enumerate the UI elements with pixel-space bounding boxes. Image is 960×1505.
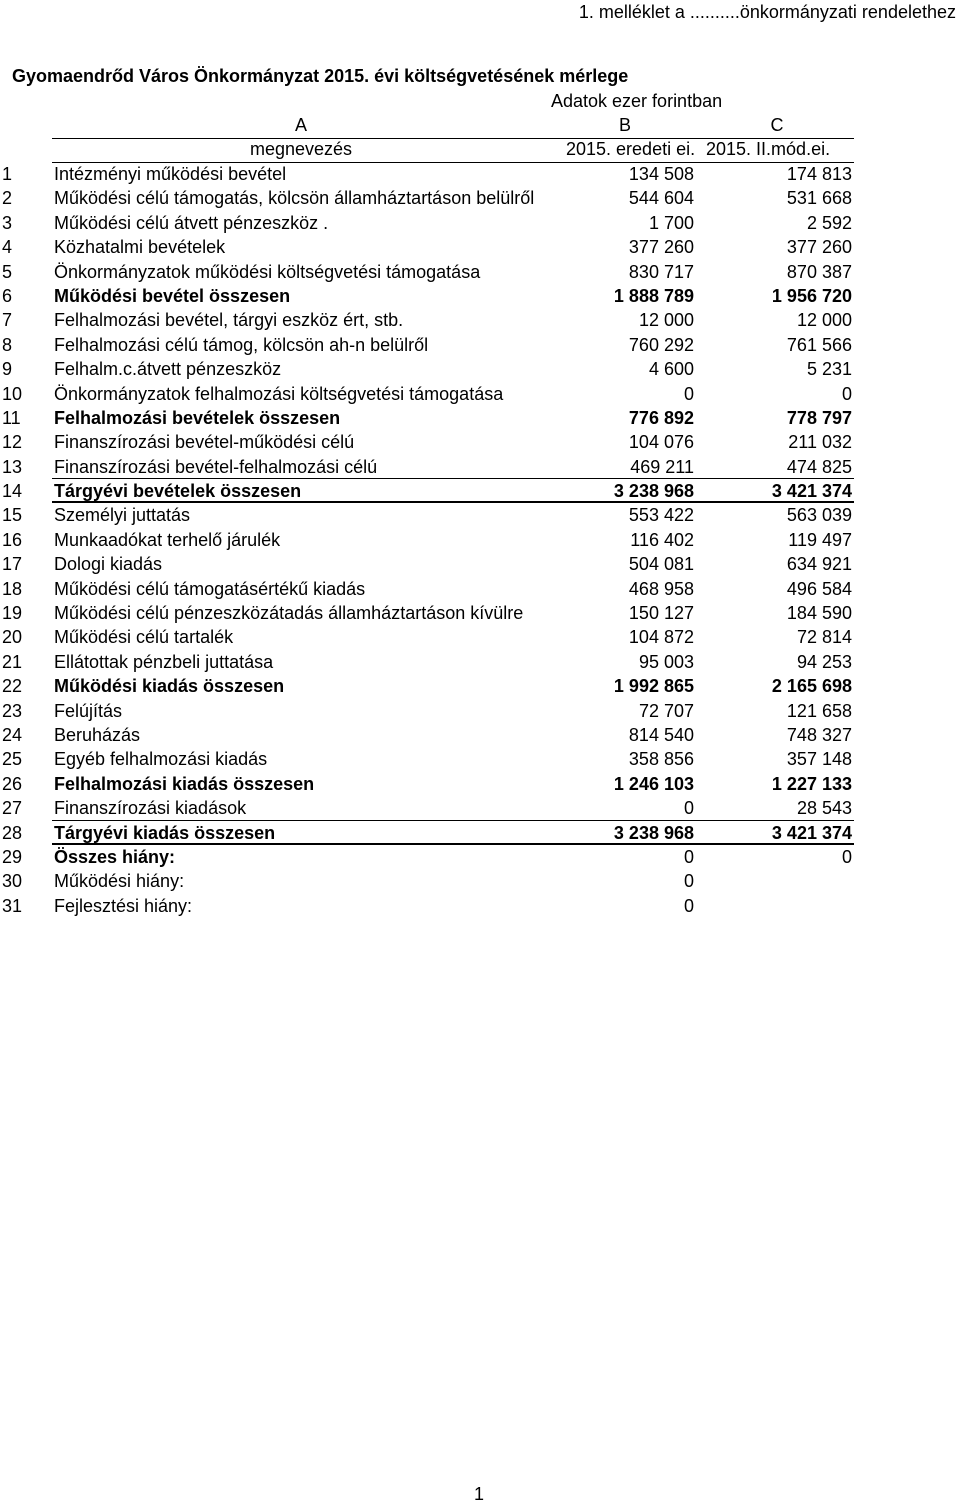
row-value-original: 12 000	[638, 310, 694, 331]
table-row-subtotal	[0, 284, 960, 308]
row-value-original: 468 958	[628, 578, 694, 599]
row-name: Működési célú pénzeszközátadás államháztartáson kívülre	[54, 603, 524, 624]
row-number: 10	[2, 383, 23, 404]
table-row	[0, 308, 960, 332]
table-row	[0, 430, 960, 454]
annex-label: 1. melléklet a ..........önkormányzati rendelethez	[578, 2, 956, 22]
row-name: Egyéb felhalmozási kiadás	[54, 749, 268, 770]
row-name: Felhalmozási bevétel, tárgyi eszköz ért, stb.	[54, 310, 404, 331]
table-row	[0, 577, 960, 601]
row-value-original: 830 717	[628, 261, 694, 282]
row-number: 22	[2, 676, 23, 697]
row-number: 13	[2, 456, 23, 477]
row-value-modified: 0	[841, 383, 852, 404]
row-number: 30	[2, 871, 23, 892]
row-number: 20	[2, 627, 23, 648]
row-value-modified: 748 327	[786, 724, 852, 745]
table-row-deficit	[0, 845, 960, 869]
row-number: 28	[2, 822, 23, 843]
row-name: Felhalm.c.átvett pénzeszköz	[54, 359, 282, 380]
row-name: Működési kiadás összesen	[54, 676, 285, 697]
table-row	[0, 528, 960, 552]
row-value-original: 814 540	[628, 724, 694, 745]
row-name: Felújítás	[54, 700, 123, 721]
row-value-original: 104 872	[628, 627, 694, 648]
row-value-modified: 496 584	[786, 578, 852, 599]
table-row-total	[0, 821, 960, 845]
row-name: Ellátottak pénzbeli juttatása	[54, 651, 274, 672]
row-number: 16	[2, 529, 23, 550]
row-name: Működési hiány:	[54, 871, 185, 892]
row-name: Működési bevétel összesen	[54, 285, 291, 306]
row-value-modified: 2 165 698	[771, 676, 852, 697]
row-name: Felhalmozási bevételek összesen	[54, 407, 341, 428]
row-value-original: 4 600	[648, 359, 694, 380]
row-number: 27	[2, 798, 23, 819]
row-value-original: 1 992 865	[613, 676, 694, 697]
table-row	[0, 186, 960, 210]
row-number: 3	[2, 212, 13, 233]
page-number: 1	[474, 1484, 485, 1504]
row-value-modified: 357 148	[786, 749, 852, 770]
row-value-original: 469 211	[630, 456, 694, 477]
row-value-modified: 3 421 374	[771, 822, 852, 843]
row-name: Összes hiány:	[54, 846, 176, 867]
table-row	[0, 333, 960, 357]
table-row	[0, 723, 960, 747]
table-row	[0, 650, 960, 674]
table-row	[0, 455, 960, 479]
row-value-modified: 174 813	[786, 164, 852, 184]
row-number: 6	[2, 285, 13, 306]
row-value-original: 3 238 968	[613, 822, 694, 843]
row-number: 1	[2, 164, 13, 184]
table-row	[0, 894, 960, 918]
row-value-original: 0	[683, 846, 694, 867]
row-value-original: 3 238 968	[613, 481, 694, 502]
row-name: Felhalmozási kiadás összesen	[54, 773, 315, 794]
row-number: 31	[2, 895, 23, 916]
column-letter-c: C	[770, 115, 784, 135]
table-row	[0, 699, 960, 723]
row-value-original: 1 888 789	[613, 285, 694, 306]
row-value-modified: 3 421 374	[771, 481, 852, 502]
row-value-original: 150 127	[628, 603, 694, 624]
row-number: 23	[2, 700, 23, 721]
row-value-original: 95 003	[638, 651, 694, 672]
row-name: Önkormányzatok felhalmozási költségvetési támogatása	[54, 383, 504, 404]
row-number: 8	[2, 334, 13, 355]
table-row	[0, 503, 960, 527]
table-row-total	[0, 479, 960, 503]
table-row	[0, 260, 960, 284]
row-number: 26	[2, 773, 23, 794]
row-value-modified: 0	[841, 846, 852, 867]
table-row	[0, 162, 960, 186]
row-value-original: 1 700	[648, 212, 694, 233]
row-value-modified: 211 032	[788, 432, 852, 453]
row-value-original: 104 076	[628, 432, 694, 453]
row-value-modified: 28 543	[796, 798, 852, 819]
row-value-original: 134 508	[628, 164, 694, 184]
row-value-original: 0	[683, 798, 694, 819]
row-value-modified: 1 956 720	[771, 285, 852, 306]
row-value-original: 377 260	[628, 237, 694, 258]
row-value-modified: 1 227 133	[771, 773, 852, 794]
table-row	[0, 869, 960, 893]
row-name: Dologi kiadás	[54, 554, 163, 575]
row-number: 21	[2, 651, 23, 672]
row-name: Munkaadókat terhelő járulék	[54, 529, 281, 550]
table-row-subtotal	[0, 406, 960, 430]
table-row	[0, 382, 960, 406]
row-name: Tárgyévi kiadás összesen	[54, 822, 276, 843]
column-header-name: megnevezés	[250, 139, 353, 159]
row-number: 17	[2, 554, 23, 575]
budget-table	[0, 162, 960, 918]
column-header-modified: 2015. II.mód.ei.	[706, 139, 831, 159]
row-name: Fejlesztési hiány:	[54, 895, 193, 916]
row-value-original: 776 892	[628, 407, 694, 428]
units-note: Adatok ezer forintban	[551, 91, 723, 111]
table-row	[0, 552, 960, 576]
row-number: 25	[2, 749, 23, 770]
row-value-modified: 634 921	[786, 554, 852, 575]
row-name: Beruházás	[54, 724, 141, 745]
column-letter-b: B	[618, 115, 631, 135]
row-name: Tárgyévi bevételek összesen	[54, 481, 302, 502]
row-value-modified: 72 814	[796, 627, 852, 648]
row-name: Személyi juttatás	[54, 505, 191, 526]
row-number: 14	[2, 481, 23, 502]
row-name: Önkormányzatok működési költségvetési támogatása	[54, 261, 481, 282]
row-name: Működési célú átvett pénzeszköz .	[54, 212, 329, 233]
row-value-modified: 761 566	[786, 334, 852, 355]
row-number: 2	[2, 188, 13, 209]
row-value-original: 358 856	[628, 749, 694, 770]
row-name: Működési célú tartalék	[54, 627, 234, 648]
table-row	[0, 357, 960, 381]
column-letter-a: A	[294, 115, 307, 135]
row-number: 12	[2, 432, 23, 453]
table-row-subtotal	[0, 772, 960, 796]
row-value-modified: 184 590	[786, 603, 852, 624]
row-name: Közhatalmi bevételek	[54, 237, 226, 258]
row-name: Finanszírozási bevétel-működési célú	[54, 432, 355, 453]
row-name: Működési célú támogatás, kölcsön államháztartáson belülről	[54, 188, 535, 209]
column-header-original: 2015. eredeti ei.	[566, 139, 696, 159]
row-value-original: 1 246 103	[613, 773, 694, 794]
row-value-original: 0	[683, 895, 694, 916]
row-number: 24	[2, 724, 23, 745]
row-value-modified: 778 797	[786, 407, 852, 428]
row-value-original: 0	[683, 383, 694, 404]
row-number: 5	[2, 261, 13, 282]
table-row	[0, 601, 960, 625]
row-value-modified: 119 497	[788, 529, 852, 550]
row-name: Finanszírozási bevétel-felhalmozási célú	[54, 456, 378, 477]
row-name: Intézményi működési bevétel	[54, 164, 287, 184]
row-value-original: 504 081	[628, 554, 694, 575]
row-value-modified: 12 000	[796, 310, 852, 331]
row-value-modified: 5 231	[806, 359, 852, 380]
page-title: Gyomaendrőd Város Önkormányzat 2015. évi költségvetésének mérlege	[12, 66, 629, 86]
table-row-subtotal	[0, 674, 960, 698]
table-row	[0, 747, 960, 771]
row-value-original: 72 707	[638, 700, 694, 721]
row-value-original: 0	[683, 871, 694, 892]
row-value-original: 553 422	[628, 505, 694, 526]
row-number: 11	[2, 407, 21, 428]
row-value-modified: 531 668	[786, 188, 852, 209]
row-number: 29	[2, 846, 23, 867]
row-value-original: 760 292	[628, 334, 694, 355]
row-value-modified: 94 253	[796, 651, 852, 672]
row-value-modified: 2 592	[806, 212, 852, 233]
row-value-modified: 121 658	[786, 700, 852, 721]
row-number: 7	[2, 310, 13, 331]
row-number: 15	[2, 505, 23, 526]
row-name: Finanszírozási kiadások	[54, 798, 247, 819]
row-value-original: 544 604	[628, 188, 694, 209]
row-number: 18	[2, 578, 23, 599]
row-number: 9	[2, 359, 13, 380]
table-row	[0, 625, 960, 649]
row-number: 19	[2, 603, 23, 624]
row-value-modified: 870 387	[786, 261, 852, 282]
row-value-original: 116 402	[630, 529, 694, 550]
row-value-modified: 377 260	[786, 237, 852, 258]
row-number: 4	[2, 237, 13, 258]
row-name: Felhalmozási célú támog, kölcsön ah-n belülről	[54, 334, 429, 355]
row-value-modified: 474 825	[786, 456, 852, 477]
table-row	[0, 796, 960, 820]
table-row	[0, 211, 960, 235]
row-name: Működési célú támogatásértékű kiadás	[54, 578, 366, 599]
row-value-modified: 563 039	[786, 505, 852, 526]
table-row	[0, 235, 960, 259]
